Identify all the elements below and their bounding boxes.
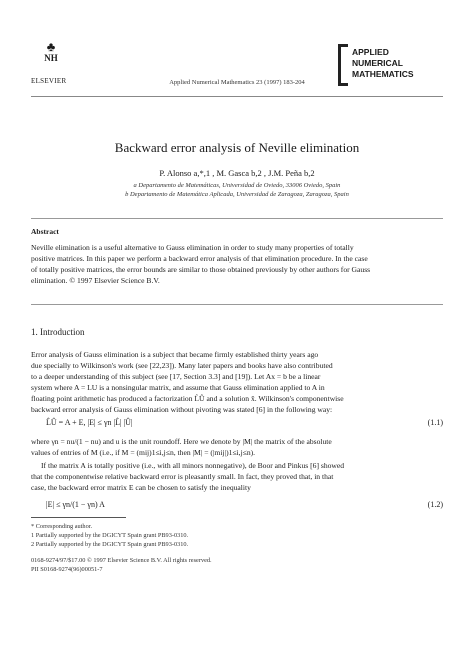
footnote: 1 Partially supported by the DGICYT Spain grant PB93-0310.: [31, 532, 189, 539]
intro-line: backward error analysis of Gauss elimination without pivoting was stated [6] in the following way:: [31, 405, 333, 415]
intro-line: system where A = LU is a nonsingular matrix, and assume that Gauss elimination applied to A in: [31, 383, 325, 393]
intro-line: where γn = nu/(1 − nu) and u is the unit roundoff. Here we denote by |M| the matrix of the absolute: [31, 437, 332, 446]
intro-paragraph-1: [31, 349, 443, 416]
pii-line: PII S0168-9274(96)00051-7: [31, 566, 103, 573]
copyright-line: 0168-9274/97/$17.00 © 1997 Elsevier Science B.V. All rights reserved.: [31, 557, 212, 564]
footnote: 2 Partially supported by the DGICYT Spain grant PB93-0310.: [31, 541, 189, 548]
header-rule: [31, 96, 443, 97]
article-title: Backward error analysis of Neville elimination: [114, 140, 360, 155]
intro-line: due specially to Wilkinson's work (see [22,23]). Many later papers and books have also contributed: [31, 361, 333, 371]
intro-line: Error analysis of Gauss elimination is a subject that became firmly established thirty years ago: [31, 350, 319, 359]
section-heading: 1. Introduction: [31, 327, 85, 337]
equation-body: |E| ≤ γn/(1 − γn) A: [46, 500, 105, 509]
copyright-block: [31, 556, 443, 574]
publisher-name: ELSEVIER: [31, 77, 67, 85]
intro-line: to a deeper understanding of this subject (see [17, Section 3.3] and [19]). Let Ax = b be a linear: [31, 372, 321, 382]
abstract-line: elimination. © 1997 Elsevier Science B.V.: [31, 276, 160, 286]
journal-logo-line: MATHEMATICS: [352, 69, 414, 79]
intro-paragraph-3: [31, 460, 443, 493]
journal-logo-line: APPLIED: [352, 47, 389, 57]
article-authors: P. Alonso a,*,1 , M. Gasca b,2 , J.M. Peña b,2: [159, 168, 315, 178]
abstract-heading: Abstract: [31, 227, 59, 236]
abstract-line: of totally positive matrices, the error bounds are similar to those obtained previously by other authors for Gauss: [31, 265, 371, 275]
intro-line: case, the backward error matrix E can be chosen to satisfy the inequality: [31, 483, 251, 493]
equation-1-1: [31, 418, 443, 430]
footnote: * Corresponding author.: [31, 523, 93, 530]
intro-paragraph-2: [31, 436, 443, 458]
publisher-logo-text: NH: [44, 53, 58, 63]
intro-line: that the componentwise relative backward error is pleasantly small. In fact, they proved that, in that: [31, 472, 334, 482]
equation-number: (1.2): [427, 500, 443, 509]
intro-line: floating point arithmetic has produced a factorization L̂Û and a solution x̂. Wilkinson's componentwise: [31, 394, 344, 404]
footnote-rule: [31, 517, 126, 518]
tree-icon: ♣: [46, 39, 56, 54]
equation-number: (1.1): [427, 418, 443, 427]
abstract-bottom-rule: [31, 304, 443, 305]
journal-logo: [352, 47, 444, 80]
affiliation-b: b Departamento de Matemática Aplicada, Universidad de Zaragoza, Zaragoza, Spain: [125, 191, 349, 198]
publisher-logo: [38, 40, 64, 63]
abstract-line: Neville elimination is a useful alternative to Gauss elimination in order to study many properties of totally: [31, 243, 354, 252]
footnotes: [31, 522, 443, 549]
equation-body: L̂Û = A + E, |E| ≤ γn |L̂| |Û|: [46, 418, 133, 427]
equation-1-2: [31, 500, 443, 512]
journal-citation: Applied Numerical Mathematics 23 (1997) 183-204: [169, 79, 305, 86]
intro-line: values of entries of M (i.e., if M = (mij)1≤i,j≤n, then |M| = (|mij|)1≤i,j≤n).: [31, 448, 256, 458]
journal-logo-bracket: [338, 44, 348, 86]
affiliation-a: a Departamento de Matemáticas, Universidad de Oviedo, 33006 Oviedo, Spain: [133, 182, 341, 189]
intro-line: If the matrix A is totally positive (i.e., with all minors nonnegative), de Boor and Pinkus [6] showed: [41, 461, 345, 470]
abstract-body: [31, 242, 443, 286]
journal-logo-line: NUMERICAL: [352, 58, 403, 68]
abstract-line: positive matrices. In this paper we perform a backward error analysis of that elimination procedure. In the case: [31, 254, 368, 264]
abstract-top-rule: [31, 218, 443, 219]
